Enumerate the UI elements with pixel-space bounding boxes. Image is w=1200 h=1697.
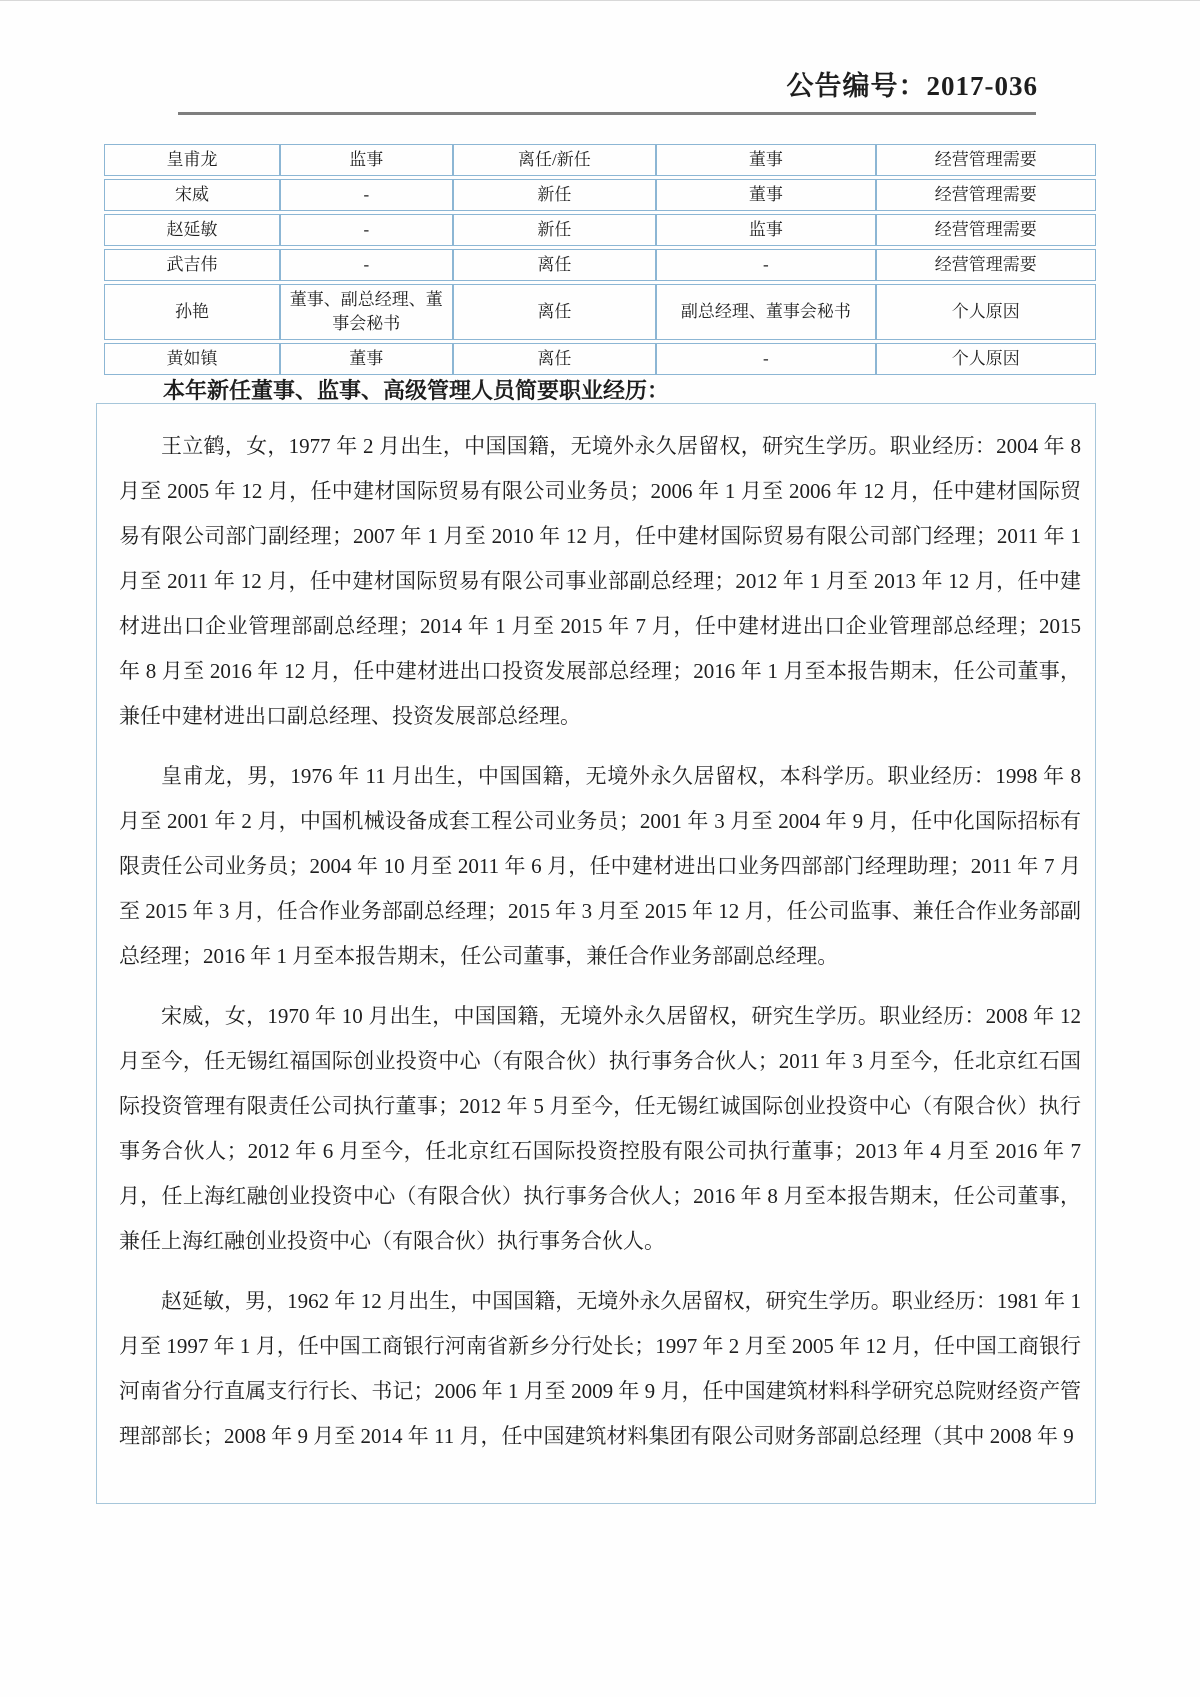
cell-former-position: 董事 xyxy=(280,343,453,375)
cell-name: 黄如镇 xyxy=(104,343,280,375)
cell-change-type: 离任/新任 xyxy=(453,144,656,176)
bio-text-box xyxy=(96,403,1096,1504)
table-row xyxy=(104,343,1096,375)
table-row xyxy=(104,284,1096,340)
cell-former-position: - xyxy=(280,179,453,211)
header-rule xyxy=(178,112,1036,115)
cell-reason: 经营管理需要 xyxy=(876,249,1096,281)
personnel-change-table xyxy=(104,141,1096,378)
cell-change-type: 新任 xyxy=(453,179,656,211)
bio-paragraph-song-wei: 宋威，女，1970 年 10 月出生，中国国籍，无境外永久居留权，研究生学历。职业经历：2008 年 12 月至今，任无锡红福国际创业投资中心（有限合伙）执行事务合伙人；2011 年 3 月至今，任北京红石国际投资管理有限责任公司执行董事；2012 年 5 月至今，任无锡红诚国际创业投资中心（有限合伙）执行事务合伙人；2012 年 6 月至今，任北京红石国际投资控股有限公司执行董事；2013 年 4 月至 2016 年 7 月，任上海红融创业投资中心（有限合伙）执行事务合伙人；2016 年 8 月至本报告期末，任公司董事，兼任上海红融创业投资中心（有限合伙）执行事务合伙人。 xyxy=(119,1004,1081,1253)
cell-name: 宋威 xyxy=(104,179,280,211)
table-row xyxy=(104,144,1096,176)
bio-paragraph-wang-lihe: 王立鹤，女，1977 年 2 月出生，中国国籍，无境外永久居留权，研究生学历。职业经历：2004 年 8 月至 2005 年 12 月，任中建材国际贸易有限公司业务员；2006 年 1 月至 2006 年 12 月，任中建材国际贸易有限公司部门副经理；2007 年 1 月至 2010 年 12 月，任中建材国际贸易有限公司部门经理；2011 年 1 月至 2011 年 12 月，任中建材国际贸易有限公司事业部副总经理；2012 年 1 月至 2013 年 12 月，任中建材进出口企业管理部副总经理；2014 年 1 月至 2015 年 7 月，任中建材进出口企业管理部总经理；2015 年 8 月至 2016 年 12 月，任中建材进出口投资发展部总经理；2016 年 1 月至本报告期末，任公司董事，兼任中建材进出口副总经理、投资发展部总经理。 xyxy=(119,434,1081,728)
cell-name: 赵延敏 xyxy=(104,214,280,246)
cell-new-position: - xyxy=(656,343,875,375)
bio-paragraph-zhao-yanmin: 赵延敏，男，1962 年 12 月出生，中国国籍，无境外永久居留权，研究生学历。职业经历：1981 年 1 月至 1997 年 1 月，任中国工商银行河南省新乡分行处长；1997 年 2 月至 2005 年 12 月，任中国工商银行河南省分行直属支行行长、书记；2006 年 1 月至 2009 年 9 月，任中国建筑材料科学研究总院财经资产管理部部长；2008 年 9 月至 2014 年 11 月，任中国建筑材料集团有限公司财务部副总经理（其中 2008 年 9 xyxy=(119,1289,1081,1448)
cell-new-position: 董事 xyxy=(656,144,875,176)
section-heading: 本年新任董事、监事、高级管理人员简要职业经历： xyxy=(163,378,670,403)
cell-new-position: 董事 xyxy=(656,179,875,211)
cell-name: 孙艳 xyxy=(104,284,280,340)
cell-change-type: 离任 xyxy=(453,343,656,375)
table-row xyxy=(104,249,1096,281)
cell-reason: 个人原因 xyxy=(876,343,1096,375)
cell-change-type: 新任 xyxy=(453,214,656,246)
cell-change-type: 离任 xyxy=(453,284,656,340)
announcement-number: 公告编号：2017-036 xyxy=(786,71,1038,101)
table-row xyxy=(104,179,1096,211)
bio-paragraph-huangfu-long: 皇甫龙，男，1976 年 11 月出生，中国国籍，无境外永久居留权，本科学历。职业经历：1998 年 8 月至 2001 年 2 月，中国机械设备成套工程公司业务员；2001 年 3 月至 2004 年 9 月，任中化国际招标有限责任公司业务员；2004 年 10 月至 2011 年 6 月，任中建材进出口业务四部部门经理助理；2011 年 7 月至 2015 年 3 月，任合作业务部副总经理；2015 年 3 月至 2015 年 12 月，任公司监事、兼任合作业务部副总经理；2016 年 1 月至本报告期末，任公司董事，兼任合作业务部副总经理。 xyxy=(119,764,1081,968)
cell-change-type: 离任 xyxy=(453,249,656,281)
cell-reason: 个人原因 xyxy=(876,284,1096,340)
cell-new-position: - xyxy=(656,249,875,281)
cell-reason: 经营管理需要 xyxy=(876,179,1096,211)
cell-new-position: 监事 xyxy=(656,214,875,246)
cell-former-position: - xyxy=(280,249,453,281)
cell-name: 皇甫龙 xyxy=(104,144,280,176)
cell-name: 武吉伟 xyxy=(104,249,280,281)
cell-former-position: 监事 xyxy=(280,144,453,176)
cell-new-position: 副总经理、董事会秘书 xyxy=(656,284,875,340)
cell-former-position: - xyxy=(280,214,453,246)
table-row xyxy=(104,214,1096,246)
cell-reason: 经营管理需要 xyxy=(876,214,1096,246)
cell-reason: 经营管理需要 xyxy=(876,144,1096,176)
cell-former-position: 董事、副总经理、董事会秘书 xyxy=(280,284,453,340)
